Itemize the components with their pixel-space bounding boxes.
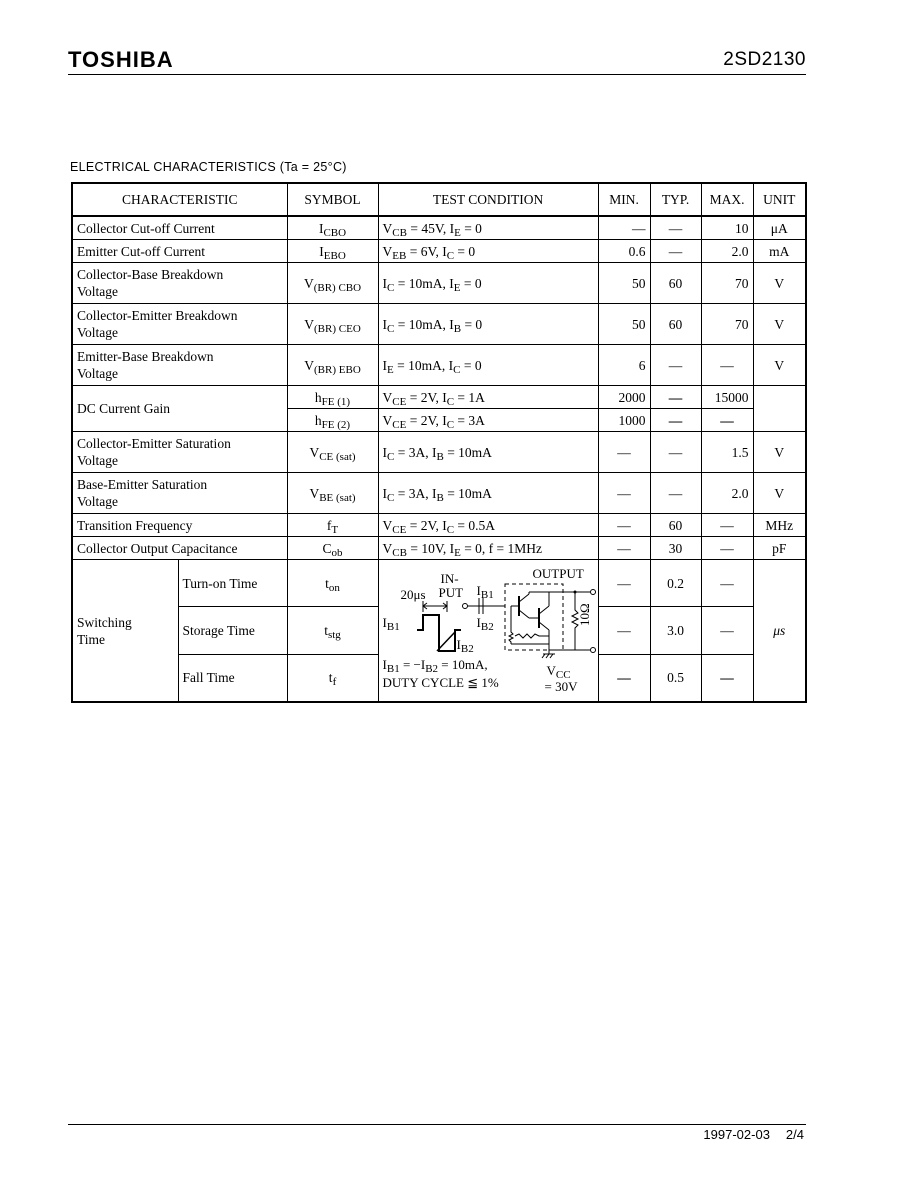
page-number: 2/4 bbox=[785, 1127, 804, 1142]
ib1-label: $I_{B1}$ bbox=[476, 583, 494, 601]
characteristic-cell: DC Current Gain bbox=[72, 386, 287, 432]
unit-cell: V bbox=[753, 263, 806, 304]
symbol-cell: $V_{(BR) CBO}$ bbox=[287, 263, 378, 304]
characteristic-cell: Base-Emitter Saturation Voltage bbox=[72, 473, 287, 514]
turn-on-time-label: Turn-on Time bbox=[178, 560, 287, 607]
condition-cell: $I_C = 3A$, $I_B = 10mA$ bbox=[378, 432, 598, 473]
min-cell: 6 bbox=[598, 345, 650, 386]
symbol-cell: $t_{on}$ bbox=[287, 560, 378, 607]
table-row bbox=[72, 514, 806, 537]
unit-cell: MHz bbox=[753, 514, 806, 537]
symbol-cell: $f_T$ bbox=[287, 514, 378, 537]
condition-cell: $V_{CB} = 45V$, $I_E = 0$ bbox=[378, 216, 598, 240]
unit-cell: pF bbox=[753, 537, 806, 560]
condition-cell: $I_E = 10mA$, $I_C = 0$ bbox=[378, 345, 598, 386]
typ-cell: 0.2 bbox=[650, 560, 701, 607]
max-cell: — bbox=[701, 560, 753, 607]
min-cell: 1000 bbox=[598, 409, 650, 432]
input-label-1: IN- bbox=[440, 571, 459, 586]
max-cell: 1.5 bbox=[701, 432, 753, 473]
condition-cell: $I_C = 10mA$, $I_E = 0$ bbox=[378, 263, 598, 304]
typ-cell: 60 bbox=[650, 514, 701, 537]
condition-cell: $V_{CB} = 10V$, $I_E = 0$, f = 1MHz bbox=[378, 537, 598, 560]
unit-cell: mA bbox=[753, 240, 806, 263]
max-cell: 2.0 bbox=[701, 473, 753, 514]
typ-cell: — bbox=[650, 386, 701, 409]
min-cell: — bbox=[598, 654, 650, 702]
footer-rule bbox=[68, 1124, 806, 1125]
part-number: 2SD2130 bbox=[723, 49, 806, 70]
characteristic-cell: Collector-Emitter Breakdown Voltage bbox=[72, 304, 287, 345]
max-cell: 15000 bbox=[701, 386, 753, 409]
table-row bbox=[72, 386, 806, 409]
unit-cell: V bbox=[753, 345, 806, 386]
col-test-condition: TEST CONDITION bbox=[378, 183, 598, 216]
output-label: OUTPUT bbox=[532, 566, 584, 581]
symbol-cell: $h_{FE (2)}$ bbox=[287, 409, 378, 432]
characteristic-cell: Collector Cut-off Current bbox=[72, 216, 287, 240]
unit-cell: μs bbox=[753, 560, 806, 703]
min-cell: — bbox=[598, 473, 650, 514]
vcc-value: = 30V bbox=[544, 679, 578, 694]
header-rule bbox=[68, 74, 806, 75]
table-row bbox=[72, 304, 806, 345]
table-row bbox=[72, 216, 806, 240]
col-max: MAX. bbox=[701, 183, 753, 216]
electrical-characteristics-table bbox=[71, 182, 807, 703]
min-cell: 2000 bbox=[598, 386, 650, 409]
min-cell: 50 bbox=[598, 304, 650, 345]
characteristic-cell: Collector-Base Breakdown Voltage bbox=[72, 263, 287, 304]
section-title: ELECTRICAL CHARACTERISTICS (Ta = 25°C) bbox=[70, 160, 347, 174]
vcc-label: $V_{CC}$ bbox=[546, 663, 571, 681]
condition-cell: $V_{CE} = 2V$, $I_C = 0.5A$ bbox=[378, 514, 598, 537]
table-row bbox=[72, 263, 806, 304]
min-cell: — bbox=[598, 514, 650, 537]
typ-cell: 30 bbox=[650, 537, 701, 560]
characteristic-cell: Collector Output Capacitance bbox=[72, 537, 287, 560]
typ-cell: — bbox=[650, 473, 701, 514]
max-cell: — bbox=[701, 607, 753, 654]
max-cell: 70 bbox=[701, 304, 753, 345]
footer-date: 1997-02-03 bbox=[703, 1127, 770, 1142]
condition-cell: $I_C = 3A$, $I_B = 10mA$ bbox=[378, 473, 598, 514]
ib2-label: $I_{B2}$ bbox=[476, 615, 494, 633]
min-cell: — bbox=[598, 607, 650, 654]
condition-cell: $I_C = 10mA$, $I_B = 0$ bbox=[378, 304, 598, 345]
symbol-cell: $t_{stg}$ bbox=[287, 607, 378, 654]
typ-cell: — bbox=[650, 240, 701, 263]
col-min: MIN. bbox=[598, 183, 650, 216]
typ-cell: 3.0 bbox=[650, 607, 701, 654]
load-resistor-label: 10Ω bbox=[576, 603, 592, 626]
table-row bbox=[72, 345, 806, 386]
typ-cell: — bbox=[650, 409, 701, 432]
col-characteristic: CHARACTERISTIC bbox=[72, 183, 287, 216]
unit-cell bbox=[753, 386, 806, 432]
typ-cell: — bbox=[650, 345, 701, 386]
typ-cell: 60 bbox=[650, 263, 701, 304]
unit-cell: V bbox=[753, 473, 806, 514]
table-row bbox=[72, 240, 806, 263]
symbol-cell: $h_{FE (1)}$ bbox=[287, 386, 378, 409]
min-cell: — bbox=[598, 432, 650, 473]
switching-time-label: Switching Time bbox=[72, 560, 178, 703]
col-symbol: SYMBOL bbox=[287, 183, 378, 216]
min-cell: — bbox=[598, 216, 650, 240]
table-row bbox=[72, 473, 806, 514]
characteristic-cell: Emitter Cut-off Current bbox=[72, 240, 287, 263]
max-cell: — bbox=[701, 345, 753, 386]
unit-cell: V bbox=[753, 432, 806, 473]
max-cell: 2.0 bbox=[701, 240, 753, 263]
symbol-cell: $t_f$ bbox=[287, 654, 378, 702]
min-cell: 50 bbox=[598, 263, 650, 304]
symbol-cell: $I_{CBO}$ bbox=[287, 216, 378, 240]
footer-info bbox=[703, 1127, 804, 1142]
typ-cell: — bbox=[650, 432, 701, 473]
max-cell: — bbox=[701, 409, 753, 432]
pulse-width-label: 20μs bbox=[400, 587, 426, 602]
min-cell: — bbox=[598, 560, 650, 607]
symbol-cell: $V_{CE (sat)}$ bbox=[287, 432, 378, 473]
condition-cell: $V_{CE} = 2V$, $I_C = 3A$ bbox=[378, 409, 598, 432]
max-cell: — bbox=[701, 514, 753, 537]
max-cell: — bbox=[701, 654, 753, 702]
fall-time-label: Fall Time bbox=[178, 654, 287, 702]
table-header-row bbox=[72, 183, 806, 216]
col-typ: TYP. bbox=[650, 183, 701, 216]
table-row bbox=[72, 432, 806, 473]
characteristic-cell: Emitter-Base Breakdown Voltage bbox=[72, 345, 287, 386]
ib2-waveform-label: $I_{B2}$ bbox=[456, 637, 474, 655]
col-unit: UNIT bbox=[753, 183, 806, 216]
table-row bbox=[72, 537, 806, 560]
symbol-cell: $V_{(BR) EBO}$ bbox=[287, 345, 378, 386]
max-cell: 10 bbox=[701, 216, 753, 240]
unit-cell: μA bbox=[753, 216, 806, 240]
condition-cell: $V_{CE} = 2V$, $I_C = 1A$ bbox=[378, 386, 598, 409]
symbol-cell: $C_{ob}$ bbox=[287, 537, 378, 560]
symbol-cell: $V_{(BR) CEO}$ bbox=[287, 304, 378, 345]
typ-cell: 60 bbox=[650, 304, 701, 345]
typ-cell: — bbox=[650, 216, 701, 240]
max-cell: 70 bbox=[701, 263, 753, 304]
ib-condition: $I_{B1} = -I_{B2} = 10mA$, bbox=[382, 657, 488, 675]
characteristic-cell: Collector-Emitter Saturation Voltage bbox=[72, 432, 287, 473]
typ-cell: 0.5 bbox=[650, 654, 701, 702]
symbol-cell: $I_{EBO}$ bbox=[287, 240, 378, 263]
input-label-2: PUT bbox=[438, 585, 464, 600]
max-cell: — bbox=[701, 537, 753, 560]
toshiba-logo: TOSHIBA bbox=[68, 47, 174, 72]
condition-cell: $V_{EB} = 6V$, $I_C = 0$ bbox=[378, 240, 598, 263]
characteristic-cell: Transition Frequency bbox=[72, 514, 287, 537]
symbol-cell: $V_{BE (sat)}$ bbox=[287, 473, 378, 514]
table-row bbox=[72, 560, 806, 607]
switching-test-circuit bbox=[378, 560, 598, 703]
min-cell: 0.6 bbox=[598, 240, 650, 263]
duty-cycle-condition: DUTY CYCLE ≦ 1% bbox=[382, 675, 499, 690]
min-cell: — bbox=[598, 537, 650, 560]
ib1-waveform-label: $I_{B1}$ bbox=[382, 615, 400, 633]
storage-time-label: Storage Time bbox=[178, 607, 287, 654]
unit-cell: V bbox=[753, 304, 806, 345]
